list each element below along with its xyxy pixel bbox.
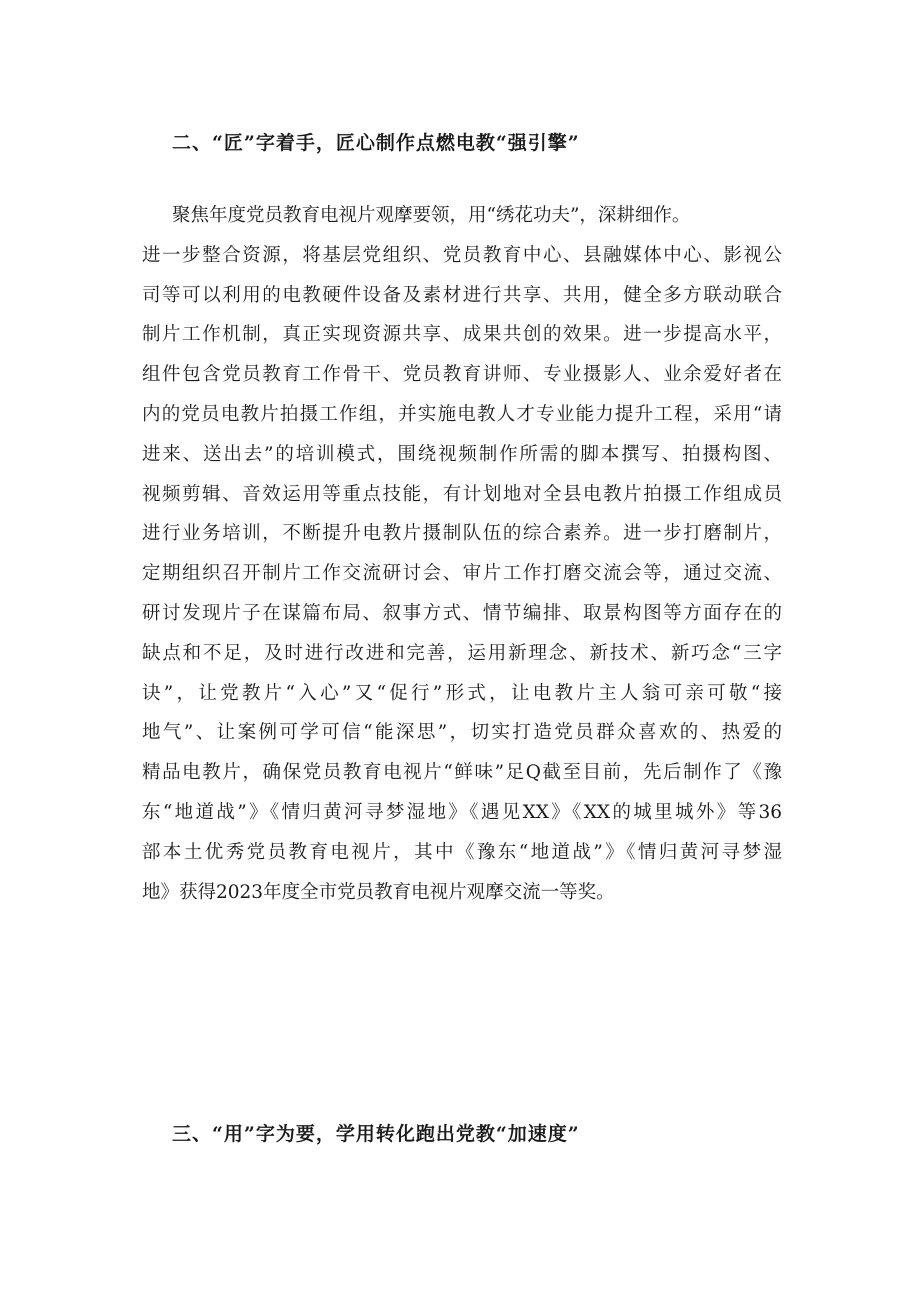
section-2-body	[142, 196, 782, 912]
paragraph-line: 缺点和不足，及时进行改进和完善，运用新理念、新技术、新巧念“三字	[142, 642, 782, 664]
paragraph-line: 进来、送出去”的培训模式，围绕视频制作所需的脚本撰写、拍摄构图、	[142, 443, 782, 465]
paragraph-line: 制片工作机制，真正实现资源共享、成果共创的效果。进一步提高水平，	[142, 324, 782, 346]
paragraph-line: 东“地道战”》《情归黄河寻梦湿地》《遇见XX》《XX的城里城外》等36	[142, 801, 782, 823]
paragraph-line: 精品电教片，确保党员教育电视片“鲜味”足Q截至目前，先后制作了《豫	[142, 762, 782, 784]
paragraph-line: 组件包含党员教育工作骨干、党员教育讲师、专业摄影人、业余爱好者在	[142, 364, 782, 386]
section-heading-3: 三、“用”字为要，学用转化跑出党教“加速度”	[172, 1123, 580, 1145]
paragraph-line: 进行业务培训，不断提升电教片摄制队伍的综合素养。进一步打磨制片，	[142, 523, 782, 545]
paragraph-line: 视频剪辑、音效运用等重点技能，有计划地对全县电教片拍摄工作组成员	[142, 483, 782, 505]
paragraph-line: 司等可以利用的电教硬件设备及素材进行共享、共用，健全多方联动联合	[142, 284, 782, 306]
paragraph-line: 部本土优秀党员教育电视片，其中《豫东“地道战”》《情归黄河寻梦湿	[142, 841, 782, 863]
paragraph-line: 诀”，让党教片“入心”又“促行”形式，让电教片主人翁可亲可敬“接	[142, 682, 782, 704]
paragraph-line: 地》获得2023年度全市党员教育电视片观摩交流一等奖。	[142, 881, 615, 903]
paragraph-line: 进一步整合资源，将基层党组织、党员教育中心、县融媒体中心、影视公	[142, 244, 782, 266]
paragraph-line: 地气”、让案例可学可信“能深思”，切实打造党员群众喜欢的、热爱的	[142, 722, 782, 744]
paragraph-line: 聚焦年度党员教育电视片观摩要领，用“绣花功夫”，深耕细作。	[172, 205, 691, 226]
paragraph-line: 定期组织召开制片工作交流研讨会、审片工作打磨交流会等，通过交流、	[142, 563, 782, 585]
paragraph-line: 研讨发现片子在谋篇布局、叙事方式、情节编排、取景构图等方面存在的	[142, 602, 782, 624]
paragraph-line: 内的党员电教片拍摄工作组，并实施电教人才专业能力提升工程，采用“请	[142, 403, 782, 425]
section-heading-2: 二、“匠”字着手，匠心制作点燃电教“强引擎”	[172, 132, 580, 154]
